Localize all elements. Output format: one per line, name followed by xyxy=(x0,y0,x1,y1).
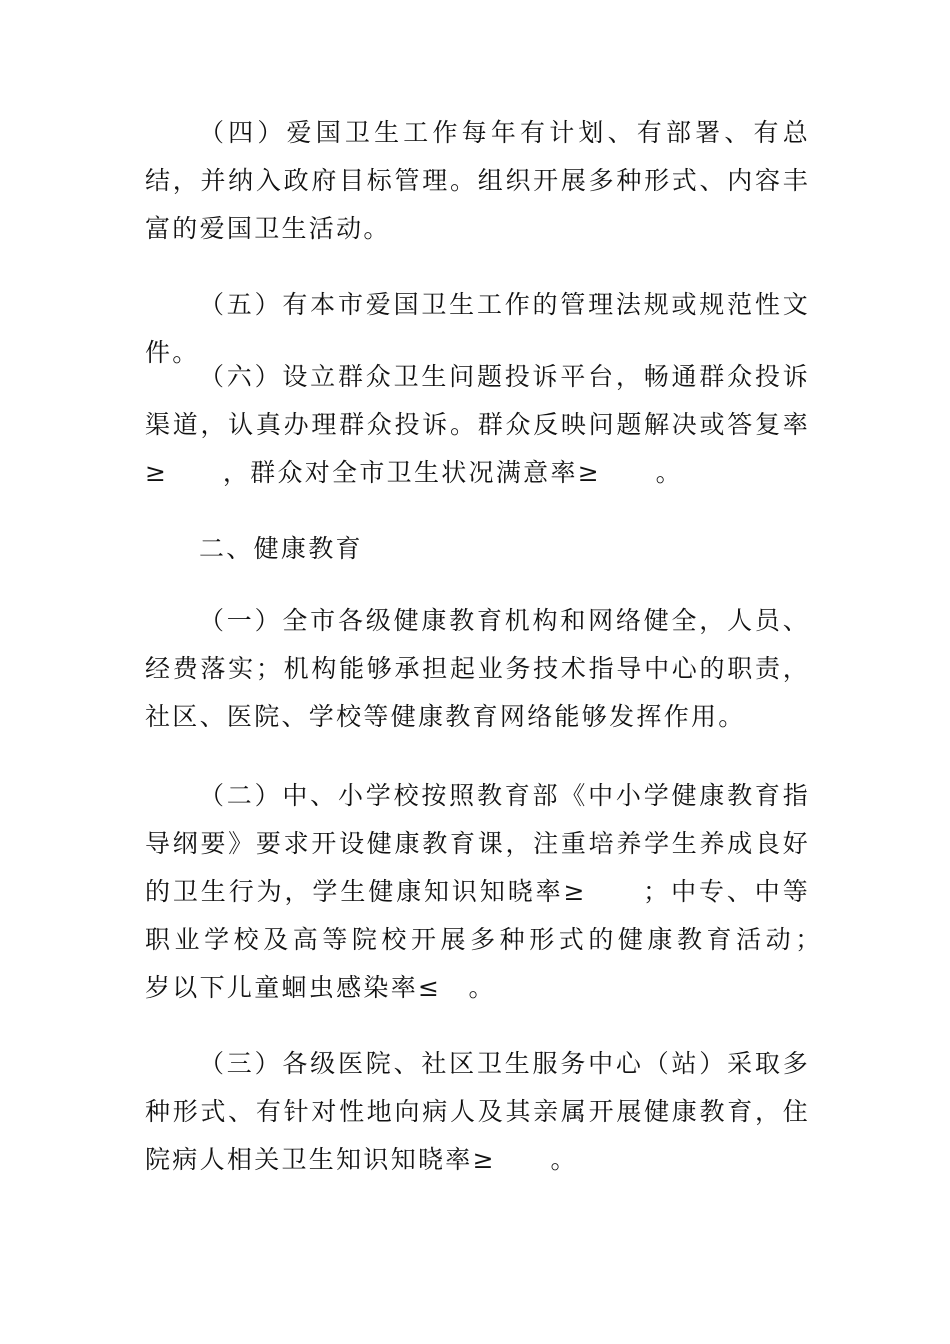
paragraph-complaint-platform: （六）设立群众卫生问题投诉平台，畅通群众投诉渠道，认真办理群众投诉。群众反映问题解决或答复率≥ ，群众对全市卫生状况满意率≥ 。 xyxy=(145,362,810,487)
paragraph-patriotic-health-planning: （四）爱国卫生工作每年有计划、有部署、有总结，并纳入政府目标管理。组织开展多种形式、内容丰富的爱国卫生活动。 xyxy=(145,118,810,243)
section-heading-health-education: 二、健康教育 xyxy=(199,534,363,563)
paragraph-hospital-health-education: （三）各级医院、社区卫生服务中心（站）采取多种形式、有针对性地向病人及其亲属开展健康教育，住院病人相关卫生知识知晓率≥ 。 xyxy=(145,1049,810,1174)
paragraph-education-institutions: （一）全市各级健康教育机构和网络健全，人员、经费落实；机构能够承担起业务技术指导中心的职责，社区、医院、学校等健康教育网络能够发挥作用。 xyxy=(145,606,810,731)
paragraph-school-health-education: （二）中、小学校按照教育部《中小学健康教育指导纲要》要求开设健康教育课，注重培养学生养成良好的卫生行为，学生健康知识知晓率≥ ；中专、中等职业学校及高等院校开展多种形式的健康教育活动； 岁以下儿童蛔虫感染率≤ 。 xyxy=(145,781,838,1002)
paragraph-regulations: （五）有本市爱国卫生工作的管理法规或规范性文件。 xyxy=(145,290,810,367)
